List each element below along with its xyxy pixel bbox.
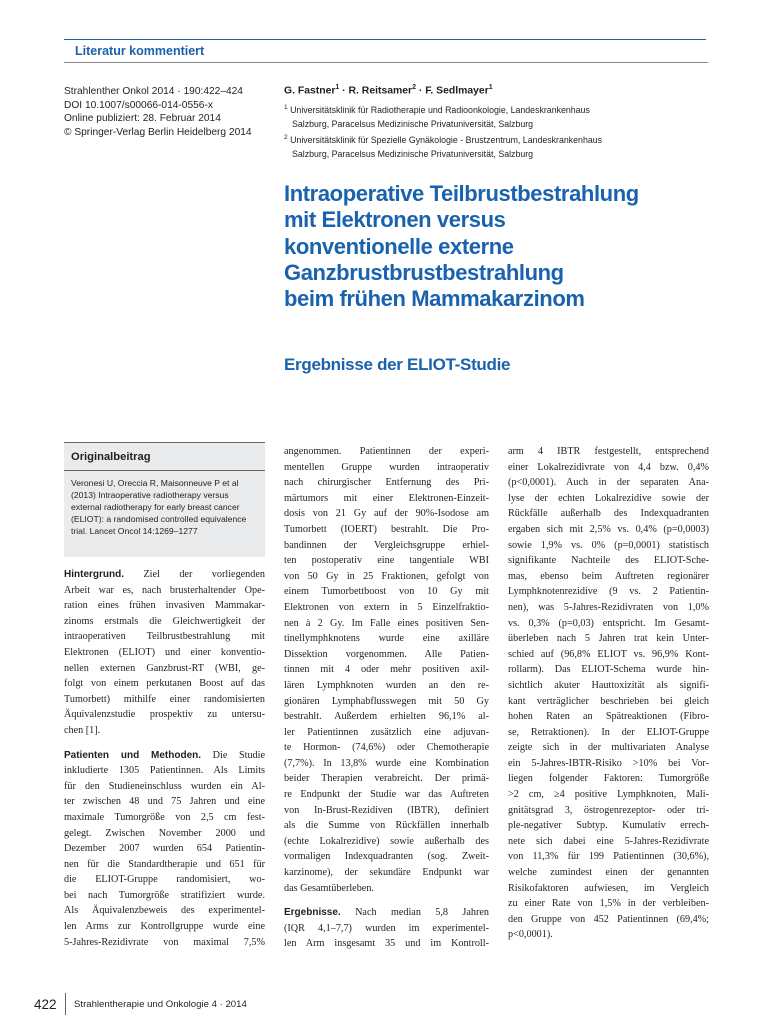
- text-line: re Endpunkt der Studie war das Auftreten: [284, 789, 489, 801]
- text-line: nen), was 5-Jahres-Rezidivraten von 1,0%: [508, 601, 709, 613]
- author-name: G. Fastner: [284, 85, 336, 97]
- text-line: von 50 Gy in 25 Fraktionen, gefolgt von: [284, 570, 489, 582]
- page-number: 422: [34, 997, 57, 1012]
- affiliation: [284, 131, 724, 161]
- meta-line: Strahlenther Onkol 2014 · 190:422–424: [64, 86, 243, 97]
- text-line: den Gruppe von 452 Patientinnen (69,4%;: [508, 913, 709, 925]
- text-line: dosis von 21 Gy auf der 90%-Isodose am: [284, 508, 489, 520]
- text-line: nen à 2 Gy. Im Falle eines positiven Sen-: [284, 617, 489, 629]
- text-line: lyse der echten Lokalrezidive sowie der: [508, 492, 709, 504]
- text-line: liegen folgender Faktoren: Tumorgröße: [508, 773, 709, 785]
- text-line: (7,7%). In 13,8% wurde eine Kombination: [284, 757, 489, 769]
- meta-line: DOI 10.1007/s00066-014-0556-x: [64, 99, 213, 111]
- text-line: [64, 567, 265, 583]
- body-column-3: [508, 444, 709, 943]
- text-line: p<0,0001).: [508, 929, 553, 941]
- section-divider: [64, 62, 708, 63]
- text-line: welche zumindest einen der genannten: [508, 867, 709, 879]
- section-label: Literatur kommentiert: [75, 44, 205, 58]
- text-line: (IQR 4,1–7,7) wurden im experimentel-: [284, 922, 489, 934]
- citation-line: external radiotherapy for early breast cancer: [71, 502, 240, 513]
- text-line: vormaligen Indexquadranten (sog. Zweit-: [284, 851, 489, 863]
- citation-line: Veronesi U, Oreccia R, Maisonneuve P et al: [71, 478, 239, 488]
- text-line: kant verträglicher beschrieben bei gleich: [508, 695, 709, 707]
- text-line: bei nach Tumorgröße stratifiziert wurde.: [64, 889, 265, 901]
- text-line: chen [1].: [64, 724, 101, 736]
- text-line: mentellen Gruppe wurden intraoperativ: [284, 461, 489, 473]
- text-line: ration eines frühen invasiven Mammakar-: [64, 600, 265, 612]
- text-line: hohen Raten an Spätreaktionen (Fibro-: [508, 711, 709, 723]
- text-line: nen für die Standardtherapie und 651 für: [64, 858, 265, 870]
- text-line: bestrahlt. Außerdem erhielten 96,1% al-: [284, 711, 489, 723]
- author-separator: ·: [415, 85, 426, 97]
- author-affil-ref: 1: [488, 84, 493, 91]
- text-line: für den Studieneinschluss wurden ein Al-: [64, 780, 265, 792]
- text-line: zeigte sich in der multivariaten Analyse: [508, 742, 709, 754]
- body-column-2: [284, 444, 489, 952]
- text-line: nete sich dabei eine 5-Jahres-Rezidivrate: [508, 835, 709, 847]
- text-line: gionären Lymphabflusswegen mit 50 Gy: [284, 695, 489, 707]
- text-line: folgt von einem perkutanen Boost auf das: [64, 678, 265, 690]
- paragraph-heading: Ergebnisse.: [284, 907, 341, 919]
- text-line: Tumorbett (IOERT) bestrahlt. Die Pro-: [284, 523, 489, 535]
- text-line: ergaben sich mit 2,5% vs. 0,4% (p=0,0003): [508, 523, 709, 535]
- text-line: von In-Brust-Rezidiven (IBTR), definiert: [284, 804, 489, 816]
- meta-line: © Springer-Verlag Berlin Heidelberg 2014: [64, 126, 252, 138]
- text-line: (p<0,0001). Auch in der separaten Ana-: [508, 477, 709, 489]
- text-line: rollarm). Das ELIOT-Schema wurde hin-: [508, 664, 709, 676]
- text-line: [64, 748, 265, 764]
- text-line: Äquivalenzstudie prospektiv zu untersu-: [64, 709, 265, 721]
- text-line: >2 cm, ≥4 positive Lymphknoten, Mali-: [508, 789, 709, 801]
- text-line: nellen externen Ganzbrust-RT (WBI, ge-: [64, 662, 265, 674]
- citation-line: (2013) Intraoperative radiotherapy versus: [71, 490, 229, 501]
- text-line: intraoperativen Teilbrustbestrahlung mit: [64, 631, 265, 643]
- body-column-1: [64, 567, 265, 950]
- top-rule: [64, 39, 706, 40]
- text-line: tinellymphknotens wurde eine axilläre: [284, 633, 489, 645]
- text-line: ten postoperativ eine tangentiale WBI: [284, 555, 489, 567]
- text-line: Tumorbett) mithilfe einer randomisierten: [64, 693, 265, 705]
- text-line: ter zwischen 48 und 75 Jahren und eine: [64, 796, 265, 808]
- text-line: als die Summe von Rückfällen innerhalb: [284, 820, 489, 832]
- text-fragment: Ziel der vorliegenden: [124, 569, 265, 580]
- footer-divider: [65, 993, 66, 1015]
- text-line: sichtlich akuter Hauttoxizität als signifi-: [508, 679, 709, 691]
- text-line: Lymphknotenrezidive (9 vs. 2 Patientin-: [508, 586, 709, 598]
- text-line: Als Äquivalenzbeweis des experimentel-: [64, 905, 265, 917]
- text-line: gnitätsgrad 3, östrogenrezeptor- oder tri-: [508, 804, 709, 816]
- text-line: Dissektion vorgenommen. Alle Patien-: [284, 648, 489, 660]
- text-line: mas, ebenso beim Auftreten regionärer: [508, 570, 709, 582]
- text-fragment: Nach median 5,8 Jahren: [340, 907, 489, 919]
- author-affil-ref: 1: [335, 84, 340, 91]
- text-line: Rückfälle außerhalb des Indexquadranten: [508, 508, 709, 520]
- text-line: das Gesamtüberleben.: [284, 882, 374, 894]
- paragraph-heading: Hintergrund.: [64, 569, 124, 580]
- text-line: einer Lokalrezidivrate von 4,4 bzw. 0,4%: [508, 461, 709, 473]
- text-line: (echte Lokalrezidive) sowie außerhalb des: [284, 835, 489, 847]
- text-line: se, Retraktionen). In der ELIOT-Gruppe: [508, 726, 709, 738]
- text-line: Arbeit war es, nach brusterhaltender Ope-: [64, 584, 265, 596]
- original-article-label: Originalbeitrag: [71, 451, 151, 463]
- text-line: von 11,3% für 199 Patientinnen (30,6%),: [508, 851, 709, 863]
- text-line: Elektronen von extern in 5 Einzelfraktio-: [284, 601, 489, 613]
- text-line: karzinome), der sekundäre Endpunkt war: [284, 867, 489, 879]
- paragraph-heading: Patienten und Methoden.: [64, 749, 202, 761]
- article-title: [284, 181, 744, 312]
- author-separator: ·: [339, 85, 349, 97]
- text-line: 5-Jahres-Rezidivrate von maximal 7,5%: [64, 936, 265, 948]
- text-line: Elektronen (ELIOT) und einer konventio-: [64, 646, 265, 658]
- text-line: Dezember 2007 wurden 654 Patientin-: [64, 843, 265, 855]
- text-line: angenommen. Patientinnen der experi-: [284, 446, 489, 457]
- text-line: sowie 1,9% vs. 0% (p=0,0001) statistisch: [508, 539, 709, 551]
- text-line: maximale Tumorgröße von 2,5 cm fest-: [64, 811, 265, 823]
- author-name: F. Sedlmayer: [425, 85, 489, 97]
- text-line: märtumors mit einer Elektronen-Einzeit-: [284, 492, 489, 504]
- text-line: zinoms erstmals die Gleichwertigkeit der: [64, 615, 265, 627]
- author-name: R. Reitsamer: [348, 85, 413, 97]
- title-line: beim frühen Mammakarzinom: [284, 286, 585, 312]
- affiliation-number: 1: [284, 104, 288, 111]
- text-line: gelegt. Zwischen November 2000 und: [64, 827, 265, 839]
- title-line: mit Elektronen versus: [284, 207, 506, 233]
- text-line: beider Therapien verabreicht. Der primä-: [284, 773, 489, 785]
- text-line: zu einer Rate von 1,5% in der verbleiben-: [508, 898, 709, 910]
- text-line: lären Lymphknoten wurden an den re-: [284, 679, 489, 691]
- text-line: arm 4 IBTR festgestellt, entsprechend: [508, 446, 709, 457]
- text-line: te Hormon- (74,6%) oder Chemotherapie: [284, 742, 489, 754]
- title-line: Intraoperative Teilbrustbestrahlung: [284, 181, 639, 206]
- text-line: len Arms zur Kontrollgruppe wurde eine: [64, 921, 265, 933]
- text-line: ein 5-Jahres-IBTR-Risiko >10% bei Vor-: [508, 757, 709, 769]
- text-line: signifikante Nachteile des ELIOT-Sche-: [508, 555, 709, 567]
- text-line: tinnen mit 4 oder mehr positiven axil-: [284, 664, 489, 676]
- affiliation-line: Universitätsklinik für Spezielle Gynäkologie - Brustzentrum, Landeskrankenhaus: [290, 135, 603, 146]
- meta-line: Online publiziert: 28. Februar 2014: [64, 113, 221, 125]
- affiliations: [284, 101, 724, 161]
- text-line: bandinnen der Vergleichsgruppe erhiel-: [284, 539, 489, 551]
- citation-meta: [64, 85, 264, 139]
- text-line: ler Patientinnen zusätzlich eine adjuvan-: [284, 726, 489, 738]
- affiliation-line: Salzburg, Paracelsus Medizinische Privatuniversität, Salzburg: [292, 118, 534, 129]
- text-line: [284, 905, 489, 921]
- text-line: vs. 0,3% (p=0,03) entspricht. Im Gesamt-: [508, 617, 709, 629]
- affiliation: [284, 101, 724, 131]
- text-line: überleben nach 5 Jahren trat kein Unter-: [508, 633, 709, 645]
- affiliation-line: Universitätsklinik für Radiotherapie und Radioonkologie, Landeskrankenhaus: [290, 104, 590, 115]
- citation-line: (ELIOT): a randomised controlled equivalence: [71, 514, 247, 525]
- title-line: konventionelle externe: [284, 233, 514, 259]
- text-line: Risikofaktoren aufwiesen, im Vergleich: [508, 882, 709, 894]
- text-line: ple-negativer Subtyp. Kumulativ errech-: [508, 820, 709, 832]
- article-subtitle: Ergebnisse der ELIOT-Studie: [284, 355, 511, 374]
- text-fragment: Die Studie: [201, 749, 265, 761]
- citation-line: trial. Lancet Oncol 14:1269–1277: [71, 526, 198, 537]
- text-line: die ELIOT-Gruppe randomisiert, wo-: [64, 874, 265, 886]
- title-line: Ganzbrustbrustbestrahlung: [284, 259, 564, 285]
- text-line: inkludierte 1305 Patientinnen. Als Limits: [64, 765, 265, 777]
- footer-journal: Strahlentherapie und Onkologie 4 · 2014: [74, 999, 247, 1010]
- affiliation-number: 2: [284, 134, 288, 142]
- text-line: len Arm insgesamt 35 und im Kontroll-: [284, 938, 489, 950]
- affiliation-line: Salzburg, Paracelsus Medizinische Privatuniversität, Salzburg: [292, 148, 534, 159]
- text-line: schied auf (96,8% ELIOT vs. 96,9% Kont-: [508, 648, 709, 660]
- text-line: einem Tumorbettboost von 10 Gy mit: [284, 586, 489, 598]
- original-article-citation: [71, 477, 261, 537]
- authors: [284, 84, 724, 96]
- text-line: nach chirurgischer Entfernung des Pri-: [284, 477, 489, 489]
- author-affil-ref: 2: [412, 84, 416, 91]
